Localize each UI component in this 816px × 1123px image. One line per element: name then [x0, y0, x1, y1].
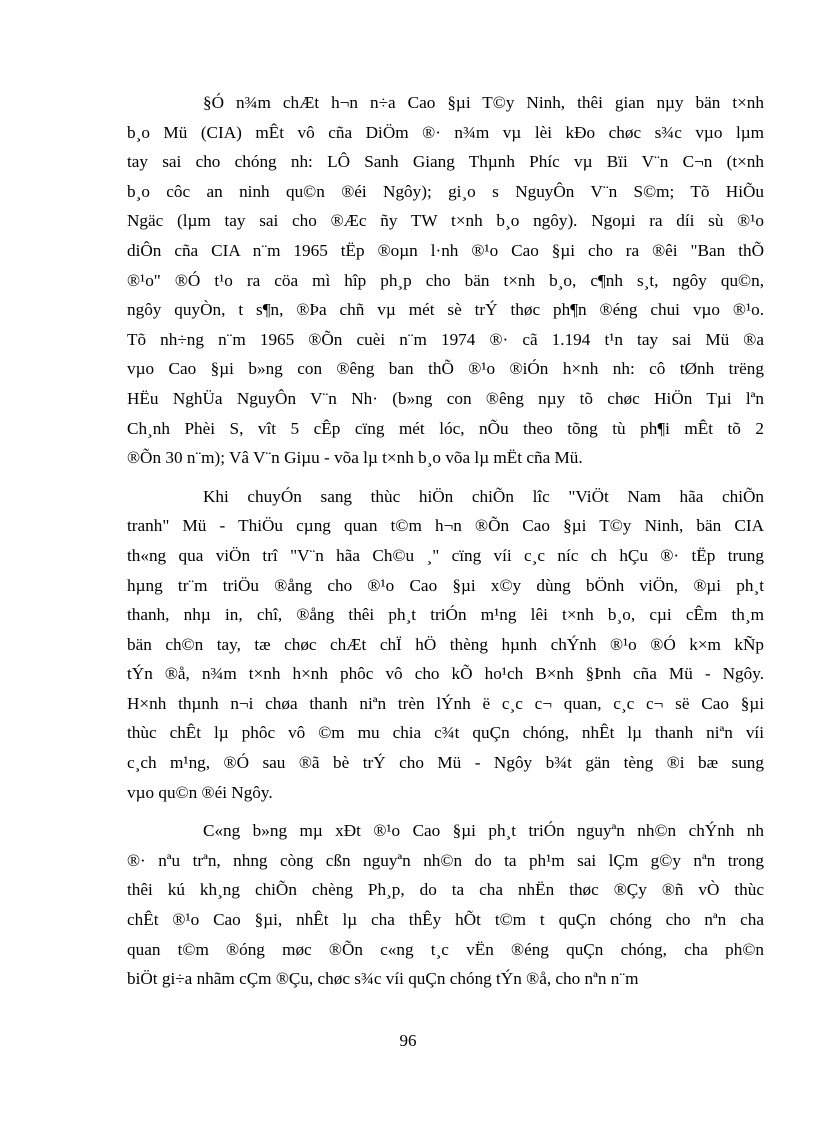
text-line: tranh" Mü - ThiÖu cµng quan t©m h¬n ®Õn Cao §µi T©y Ninh, bän CIA — [127, 516, 764, 536]
text-line: ®¹o" ®Ó t¹o ra cöa mì hîp ph¸p cho bän t×nh b¸o, c¶nh s¸t, ngôy qu©n, — [127, 270, 764, 290]
text-line: C«ng b»ng mµ xÐt ®¹o Cao §µi ph¸t triÓn nguyªn nh©n chÝnh nh — [203, 821, 764, 841]
text-line: biÖt gi÷a nhãm cÇm ®Çu, chøc s¾c víi quÇn chóng tÝn ®å, cho nªn n¨m — [127, 969, 639, 989]
paragraph — [127, 482, 764, 808]
text-line: tÝn ®å, n¾m t×nh h×nh phôc vô cho kÕ ho¹ch B×nh §Þnh cña Mü - Ngôy. — [127, 664, 764, 684]
text-line: hµng tr¨m triÖu ®ång cho ®¹o Cao §µi x©y dùng bÖnh viÖn, ®µi ph¸t — [127, 575, 764, 595]
text-line: ngôy quyÒn, t s¶n, ®Þa chñ vµ mét sè trÝ thøc ph¶n ®éng chui vµo ®¹o. — [127, 300, 764, 320]
text-line: th«ng qua viÖn trî "V¨n hãa Ch©u ¸" cïng víi c¸c níc ch hÇu ®· tËp trung — [127, 545, 764, 565]
text-line: diÔn cña CIA n¨m 1965 tËp ®oµn l·nh ®¹o Cao §µi cho ra ®êi "Ban thÕ — [127, 240, 764, 260]
text-line: bän ch©n tay, tæ chøc chÆt chÏ hÖ thèng hµnh chÝnh ®¹o ®Ó k×m kÑp — [127, 634, 764, 654]
text-line: vµo Cao §µi b»ng con ®êng ban thÕ ®¹o ®iÓn h×nh nh: cô tØnh trëng — [127, 359, 764, 379]
text-line: ®· nªu trªn, nhng còng cßn nguyªn nh©n do ta ph¹m sai lÇm g©y nªn trong — [127, 850, 764, 870]
text-line: b¸o côc an ninh qu©n ®éi Ngôy); gi¸o s NguyÔn V¨n S©m; Tõ HiÕu — [127, 181, 764, 201]
text-line: Ch¸nh Phèi S, vît 5 cÊp cïng mét lóc, nÕu theo tõng tù ph¶i mÊt tõ 2 — [127, 418, 764, 438]
text-line: §Ó n¾m chÆt h¬n n÷a Cao §µi T©y Ninh, thêi gian nµy bän t×nh — [203, 93, 764, 112]
text-line: quan t©m ®óng møc ®Õn c«ng t¸c vËn ®éng quÇn chóng, cha ph©n — [127, 939, 764, 959]
text-line: c¸ch m¹ng, ®Ó sau ®ã bè trÝ cho Mü - Ngôy b¾t gän tèng ®i bæ sung — [127, 753, 764, 773]
text-line: thùc chÊt lµ phôc vô ©m mu chia c¾t quÇn chóng, nhÊt lµ thanh niªn víi — [127, 723, 764, 743]
text-line: thanh, nhµ in, chî, ®ång thêi ph¸t triÓn m¹ng lêi t×nh b¸o, cµi cÊm th¸m — [127, 605, 764, 625]
text-line: ®Õn 30 n¨m); Vâ V¨n Giµu - võa lµ t×nh b¸o võa lµ mËt cña Mü. — [127, 448, 583, 468]
text-line: HËu NghÜa NguyÔn V¨n Nh· (b»ng con ®êng nµy tõ chøc HiÖn Tµi lªn — [127, 388, 764, 408]
text-line: b¸o Mü (CIA) mÊt vô cña DiÖm ®· n¾m vµ lèi kÐo chøc s¾c vµo lµm — [127, 122, 764, 142]
text-line: chÊt ®¹o Cao §µi, nhÊt lµ cha thÊy hÕt t©m t quÇn chóng cho nªn cha — [127, 910, 764, 930]
text-line: H×nh thµnh n¬i chøa thanh niªn trèn lÝnh ë c¸c c¬ quan, c¸c c¬ së Cao §µi — [127, 693, 764, 713]
text-line: Tõ nh÷ng n¨m 1965 ®Õn cuèi n¨m 1974 ®· cã 1.194 t¹n tay sai Mü ®a — [127, 329, 764, 349]
text-line: Ngäc (lµm tay sai cho ®Æc ñy TW t×nh b¸o ngôy). Ngoµi ra díi sù ®¹o — [127, 211, 764, 231]
paragraph — [127, 88, 764, 473]
page-number: 96 — [399, 1031, 417, 1050]
text-line: tay sai cho chóng nh: LÔ Sanh Giang Thµnh Phíc vµ Bïi V¨n C¬n (t×nh — [127, 152, 764, 172]
body-text — [127, 88, 764, 1003]
paragraph — [127, 816, 764, 994]
text-line: Khi chuyÓn sang thùc hiÖn chiÕn lîc "ViÖt Nam hãa chiÕn — [203, 486, 764, 506]
text-line: thêi kú kh¸ng chiÕn chèng Ph¸p, do ta cha nhËn thøc ®Çy ®ñ vÒ thùc — [127, 880, 764, 900]
text-line: vµo qu©n ®éi Ngôy. — [127, 782, 273, 802]
